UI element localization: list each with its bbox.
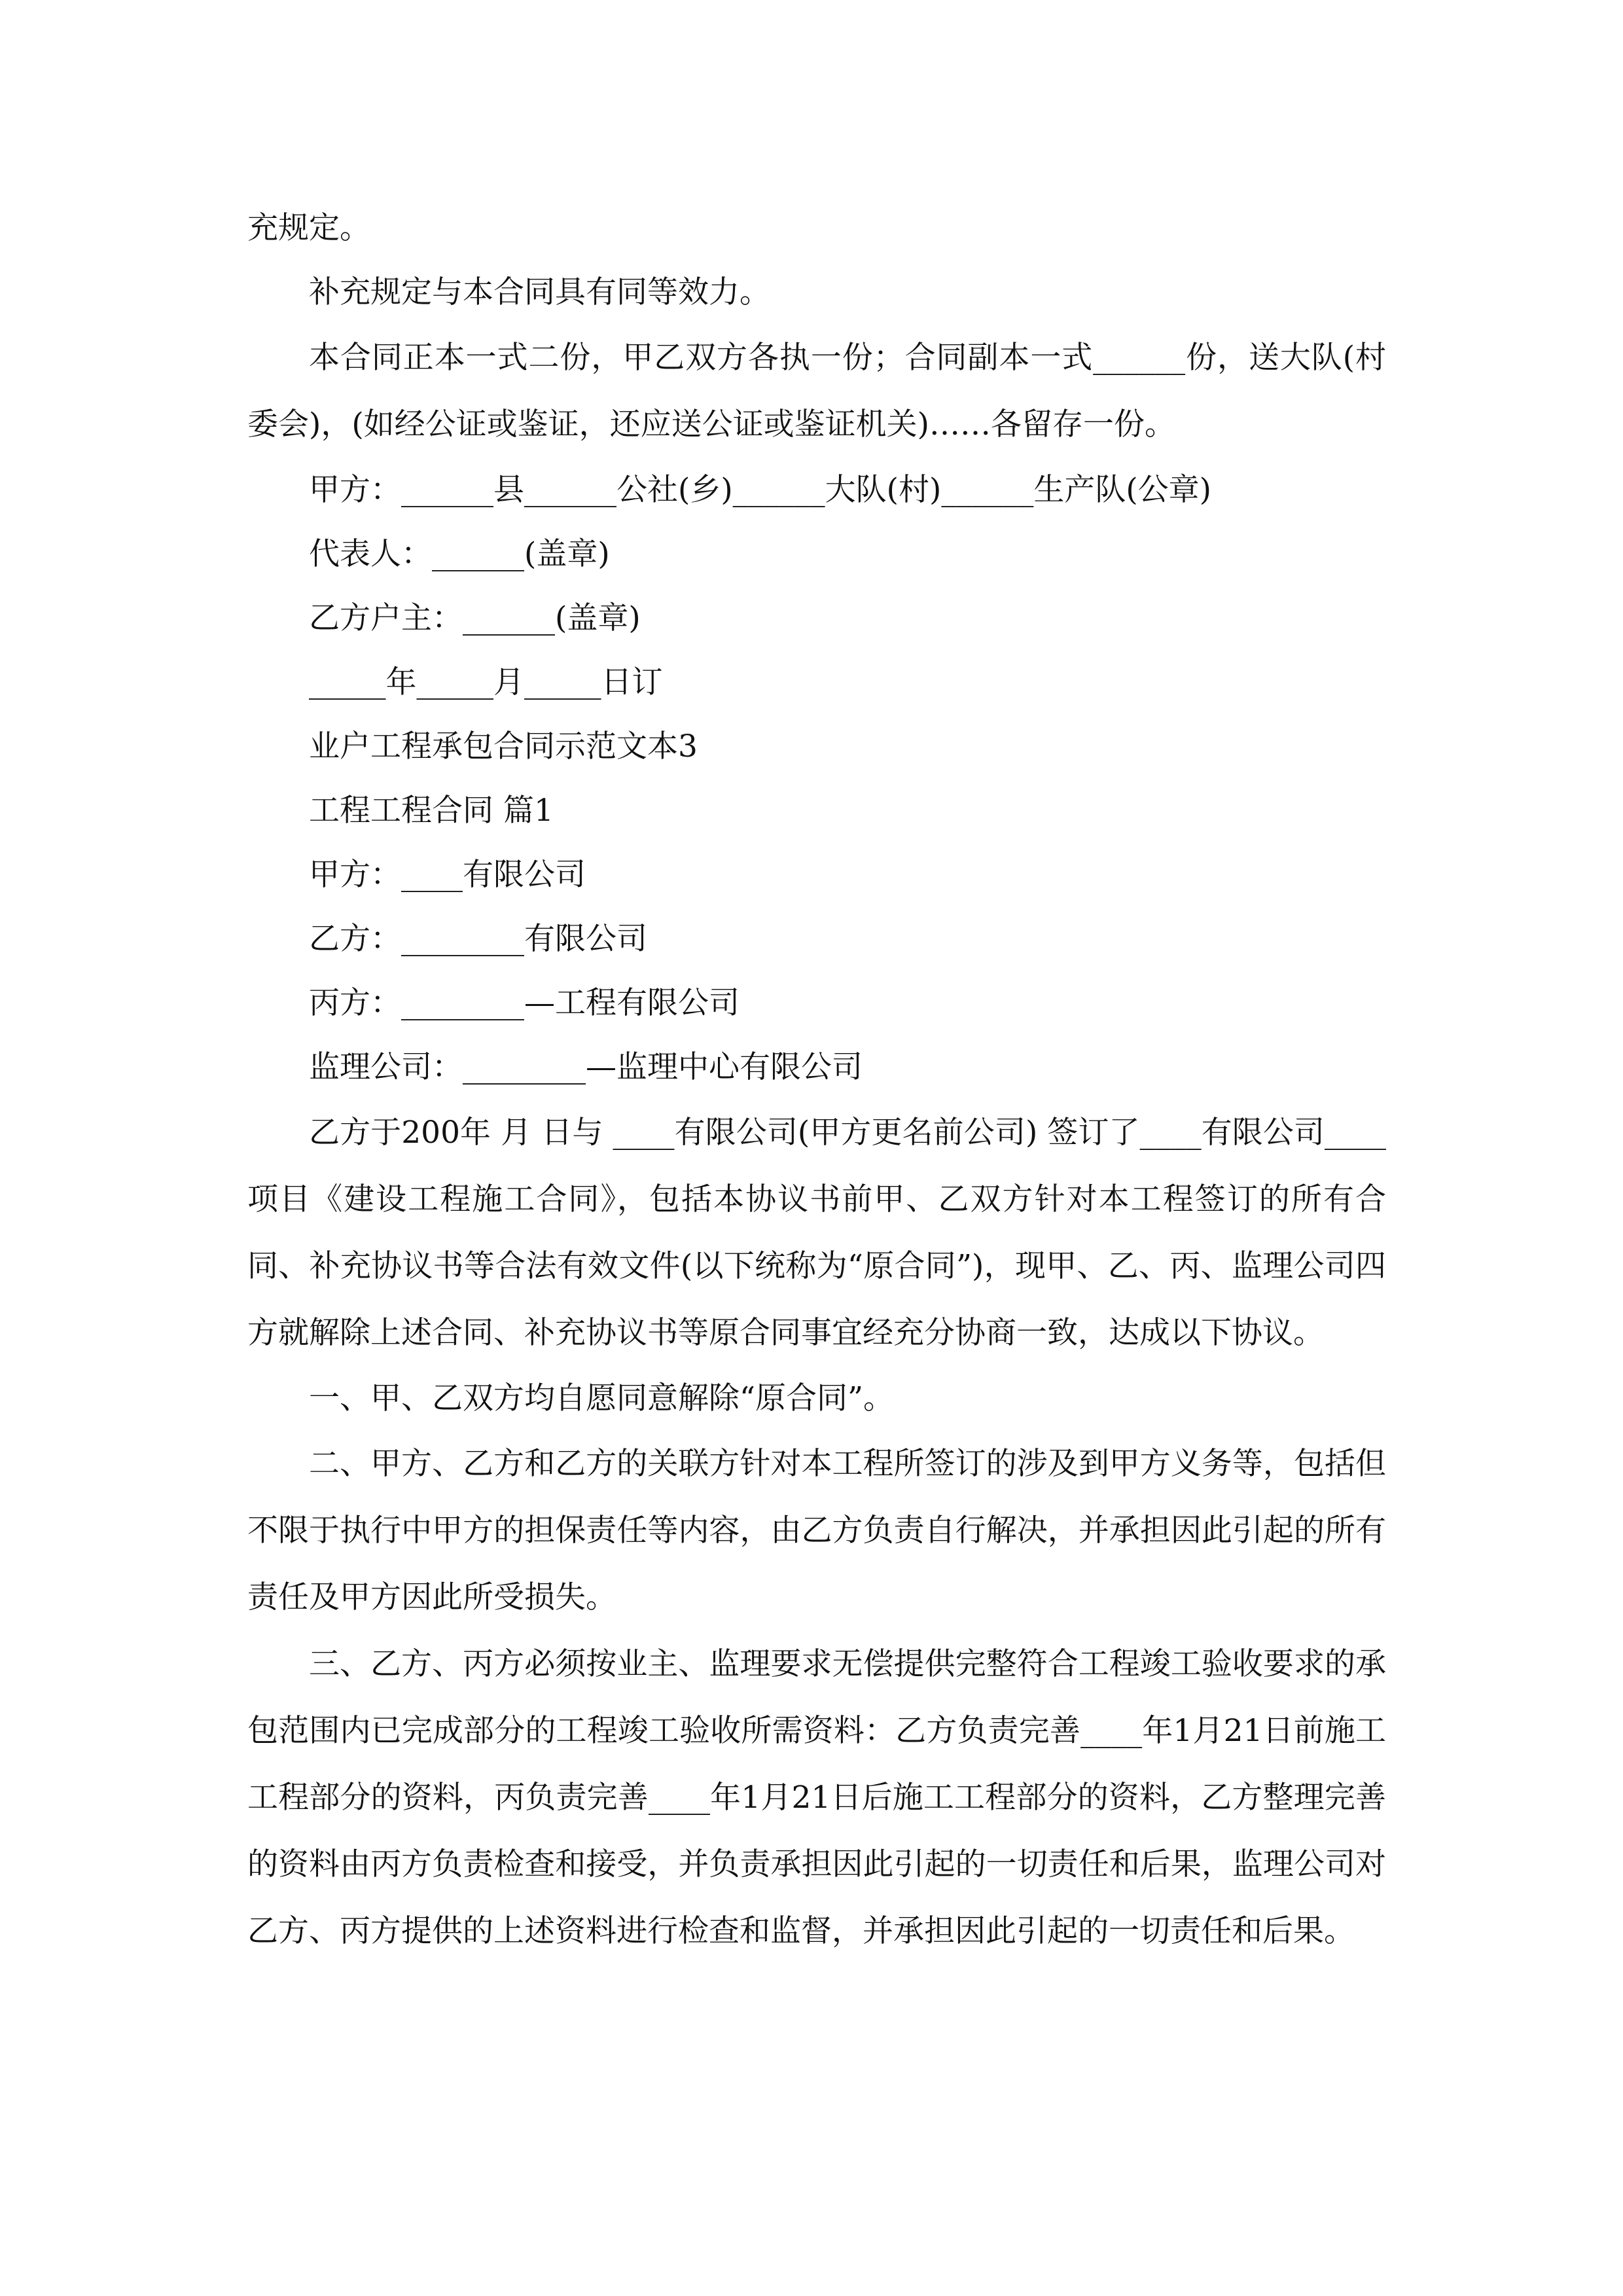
party-c-company: 丙方：________—工程有限公司 <box>309 985 740 1021</box>
subsection-title: 工程工程合同 篇1 <box>309 793 554 829</box>
party-a-line: 甲方：______县______公社(乡)______大队(村)______生产队(公章) <box>309 472 1212 508</box>
clause-3: 三、乙方、丙方必须按业主、监理要求无偿提供完整符合工程竣工验收要求的承包范围内已完成部分的工程竣工验收所需资料：乙方负责完善____年1月21日前施工工程部分的资料，丙负责完善____年1月21日后施工工程部分的资料，乙方整理完善的资料由丙方负责检查和接受，并负责承担因此引起的一切责任和后果，监理公司对乙方、丙方提供的上述资料进行检查和监督，并承担因此引起的一切责任和后果。 <box>247 1646 1386 1949</box>
clause-2: 二、甲方、乙方和乙方的关联方针对本工程所签订的涉及到甲方义务等，包括但不限于执行中甲方的担保责任等内容，由乙方负责自行解决，并承担因此引起的所有责任及甲方因此所受损失。 <box>247 1446 1386 1615</box>
paragraph-supplement-validity: 补充规定与本合同具有同等效力。 <box>309 274 770 310</box>
paragraph-copies: 本合同正本一式二份，甲乙双方各执一份；合同副本一式______份，送大队(村委会)，(如经公证或鉴证，还应送公证或鉴证机关)……各留存一份。 <box>247 340 1386 442</box>
date-line: _____年_____月_____日订 <box>309 664 663 700</box>
section-title: 业户工程承包合同示范文本3 <box>309 728 698 764</box>
party-b-householder-line: 乙方户主：______(盖章) <box>309 600 641 636</box>
document-body <box>247 196 1386 1965</box>
supervisor-company: 监理公司：________—监理中心有限公司 <box>309 1049 863 1085</box>
clause-1: 一、甲、乙双方均自愿同意解除“原合同”。 <box>309 1380 895 1416</box>
party-b-company: 乙方：________有限公司 <box>309 921 647 957</box>
party-a-company: 甲方：____有限公司 <box>309 857 586 893</box>
paragraph-continuation: 充规定。 <box>247 210 370 246</box>
paragraph-background: 乙方于200年 月 日与 ____有限公司(甲方更名前公司) 签订了____有限公司____项目《建设工程施工合同》，包括本协议书前甲、乙双方针对本工程签订的所有合同、补充协议书等合法有效文件(以下统称为“原合同”)，现甲、乙、丙、监理公司四方就解除上述合同、补充协议书等原合同事宜经充分协商一致，达成以下协议。 <box>247 1115 1386 1351</box>
representative-line: 代表人：______(盖章) <box>309 536 610 572</box>
